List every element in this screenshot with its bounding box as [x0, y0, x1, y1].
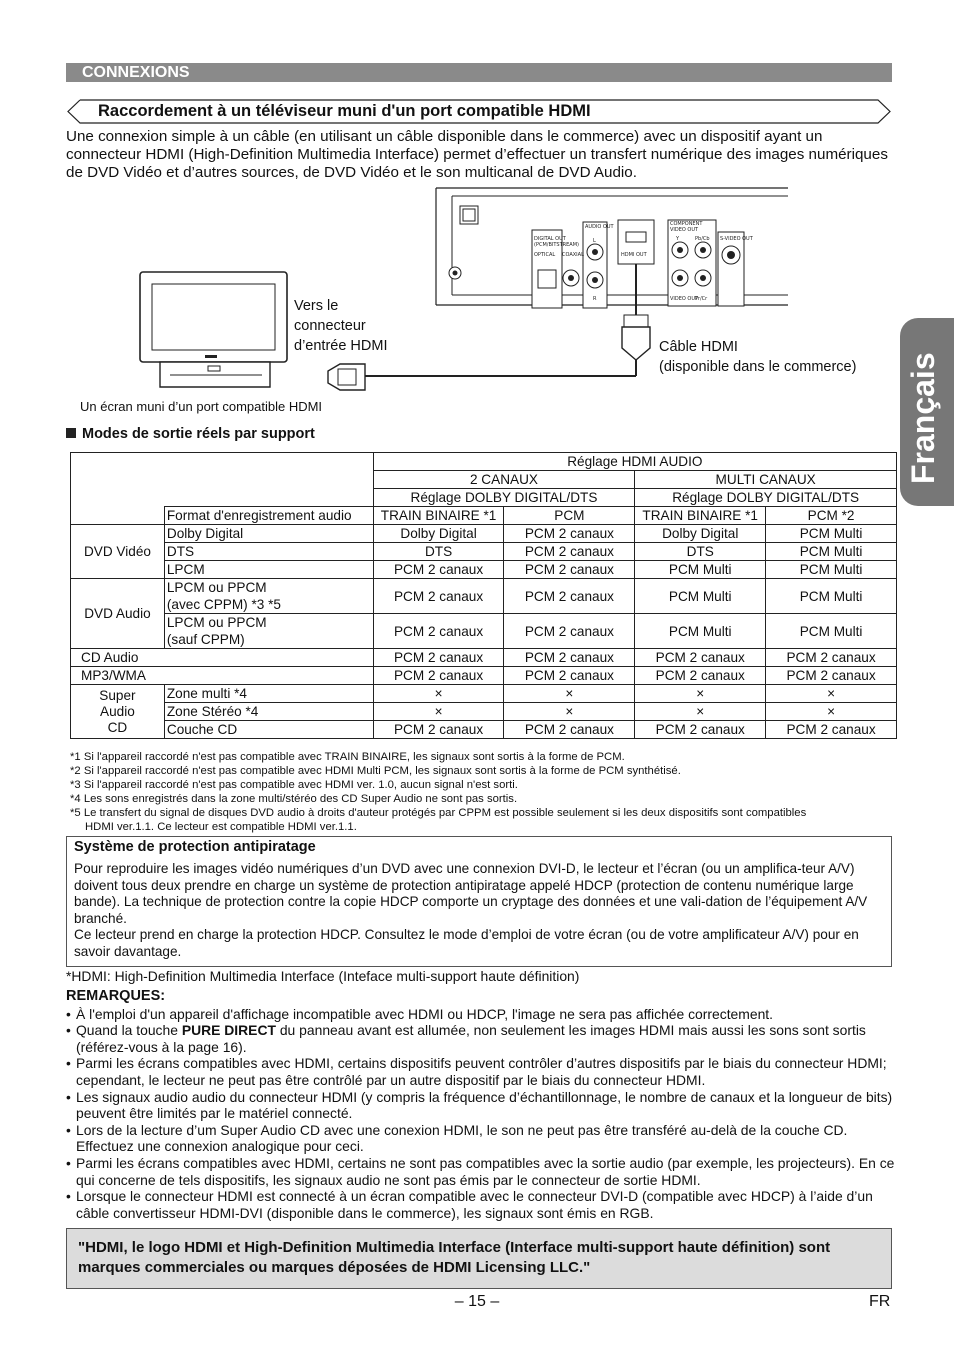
intro-paragraph: Une connexion simple à un câble (en utilisant un câble disponible dans le commerce) avec un dispositif ayant un connecteur HDMI (High-Definition Multimedia Interface) permet d’effectuer un transfert numérique des images numériques de DVD Vidéo et d’autres sources, de DVD Vidéo et le son multicanal de DVD Audio. [66, 128, 888, 181]
table-cell: PCM Multi [766, 561, 897, 579]
row-label-line1: LPCM ou PPCM [166, 580, 267, 595]
table-cell: PCM Multi [635, 561, 766, 579]
table-cell: PCM Multi [766, 614, 897, 649]
player-rear-panel [436, 188, 788, 308]
table-cell: PCM 2 canaux [373, 649, 504, 667]
table-cell: × [635, 703, 766, 721]
panel-svideo: S-VIDEO OUT [720, 236, 753, 242]
table-cell: PCM 2 canaux [373, 667, 504, 685]
footnote: *1 Si l'appareil raccordé n'est pas compatible avec TRAIN BINAIRE, les signaux sont sortis à la forme de PCM. [70, 751, 625, 763]
header-col-2: PCM [504, 507, 635, 525]
table-cell: PCM 2 canaux [635, 667, 766, 685]
panel-coaxial: COAXIAL [562, 252, 584, 258]
tv-connector-label [294, 296, 387, 356]
footnote: *4 Les sons enregistrés dans la zone multi/stéréo des CD Super Audio ne sont pas sortis. [70, 793, 518, 805]
protection-box [66, 836, 892, 967]
header-format: Format d'enregistrement audio [164, 507, 373, 525]
cable-label-line1: Câble HDMI [659, 339, 738, 355]
cable-label [659, 337, 856, 377]
trademark-text: "HDMI, le logo HDMI et High-Definition Multimedia Interface (Interface multi-support haute définition) sont marques commerciales ou marques déposées de HDMI Licensing LLC." [78, 1239, 831, 1276]
row-label [164, 579, 373, 614]
panel-r: R [593, 296, 597, 302]
table-row [71, 614, 897, 649]
row-label: Couche CD [164, 721, 373, 739]
row-label: Zone Stéréo *4 [164, 703, 373, 721]
panel-optical: OPTICAL [534, 252, 556, 258]
row-label-line1: LPCM ou PPCM [166, 615, 267, 630]
row-label [164, 614, 373, 649]
table-cell: PCM 2 canaux [766, 721, 897, 739]
group-sacd-line2: Audio [100, 703, 135, 719]
table-cell: PCM 2 canaux [504, 561, 635, 579]
group-dvd-audio: DVD Audio [71, 579, 165, 649]
header-dolby-multi: Réglage DOLBY DIGITAL/DTS [635, 489, 897, 507]
hdmi-definition: *HDMI: High-Definition Multimedia Interface (Inteface multi-support haute définition) [66, 968, 580, 984]
pure-bold: PURE DIRECT [181, 1022, 276, 1039]
row-label: Dolby Digital [164, 525, 373, 543]
table-row [71, 561, 897, 579]
panel-video: VIDEO OUT [670, 296, 699, 302]
header-col-3: TRAIN BINAIRE *1 [635, 507, 766, 525]
header-dolby-2ch: Réglage DOLBY DIGITAL/DTS [373, 489, 635, 507]
panel-hdmi-out: HDMI OUT [621, 252, 647, 258]
row-label: DTS [164, 543, 373, 561]
table-cell: PCM 2 canaux [504, 525, 635, 543]
footnote: *5 Le transfert du signal de disques DVD audio à droits d'auteur protégés par CPPM est possible seulement si les deux dispositifs sont compatibles [70, 807, 807, 819]
heading-box [66, 99, 892, 124]
row-label: LPCM [164, 561, 373, 579]
table-cell: PCM Multi [766, 525, 897, 543]
table-cell: PCM 2 canaux [504, 649, 635, 667]
table-cell: PCM 2 canaux [504, 614, 635, 649]
panel-component-video-out: VIDEO OUT [670, 227, 699, 233]
list-item: • Les signaux audio audio du connecteur HDMI (y compris la fréquence d’échantillonnage, le nombre de canaux et la longueur de bits) peuvent être limités par le matériel connecté. [66, 1089, 896, 1122]
table-cell: PCM 2 canaux [635, 721, 766, 739]
table-cell: PCM Multi [766, 579, 897, 614]
table-row [71, 649, 897, 667]
remarks-title: REMARQUES: [66, 988, 166, 1004]
language-code: FR [869, 1293, 891, 1310]
remarks [66, 988, 896, 1221]
table-cell: PCM 2 canaux [766, 649, 897, 667]
group-dvd-video: DVD Vidéo [71, 525, 165, 579]
header-col-1: TRAIN BINAIRE *1 [373, 507, 504, 525]
group-sacd-line1: Super [99, 687, 136, 703]
group-sacd [71, 685, 165, 739]
tv-label-line2: connecteur [294, 318, 366, 334]
tv-illustration [140, 272, 287, 387]
table-cell: × [373, 685, 504, 703]
section-title: CONNEXIONS [82, 64, 190, 81]
modes-title-text: Modes de sortie réels par support [82, 426, 315, 442]
connection-diagram [0, 180, 900, 420]
table-cell: PCM 2 canaux [373, 721, 504, 739]
table-row [71, 667, 897, 685]
list-item: • Lorsque le connecteur HDMI est connecté à un écran compatible avec le connecteur DVI-D (compatible avec HDCP) à l’aide d’un câble convertisseur HDMI-DVI (disponible dans le commerce), les signaux sont émis en RGB. [66, 1188, 896, 1221]
footnote: HDMI ver.1.1. Ce lecteur est compatible HDMI ver.1.1. [85, 821, 357, 833]
table-row [71, 721, 897, 739]
footnote: *3 Si l'appareil raccordé n'est pas compatible avec HDMI ver. 1.0, aucun signal n'est sorti. [70, 779, 518, 791]
table-cell: PCM 2 canaux [373, 614, 504, 649]
footnote: *2 Si l'appareil raccordé n'est pas compatible avec HDMI Multi PCM, les signaux sont sortis à la forme de PCM synthétisé. [70, 765, 681, 777]
panel-audio-out: AUDIO OUT [585, 224, 614, 230]
row-label: Zone multi *4 [164, 685, 373, 703]
group-sacd-line3: CD [107, 719, 128, 735]
table-cell: PCM Multi [635, 579, 766, 614]
panel-l: L [593, 238, 596, 244]
table-blank-left [71, 507, 165, 525]
table-cell: PCM 2 canaux [766, 667, 897, 685]
table-cell: DTS [635, 543, 766, 561]
list-item: • Parmi les écrans compatibles avec HDMI, certains dispositifs peuvent contrôler d’autres dispositifs par le biais du connecteur HDMI; cependant, le lecteur ne peut pas être contrôlé par un autre dispositif par le biais du connecteur HDMI. [66, 1055, 896, 1088]
panel-y: Y [676, 236, 680, 242]
table-cell: PCM 2 canaux [504, 579, 635, 614]
table-cell: × [373, 703, 504, 721]
square-bullet-icon [66, 428, 76, 438]
header-multi: MULTI CANAUX [635, 471, 897, 489]
table-blank-corner [71, 453, 374, 507]
remarks-list [66, 1006, 896, 1222]
table-cell: PCM Multi [766, 543, 897, 561]
heading-title: Raccordement à un téléviseur muni d'un port compatible HDMI [98, 102, 591, 120]
table-row [71, 579, 897, 614]
list-item: • Lors de la lecture d’um Super Audio CD avec une conexion HDMI, le son ne peut pas être transféré au-delà de la couche CD. Effectuez une connexion analogique pour ceci. [66, 1122, 896, 1155]
cable-label-line2: (disponible dans le commerce) [659, 359, 857, 375]
page-number: – 15 – [454, 1293, 500, 1310]
output-modes-table [70, 452, 897, 739]
language-tab [900, 318, 954, 506]
table-cell: PCM 2 canaux [373, 561, 504, 579]
section-bar [66, 63, 892, 82]
table-cell: PCM 2 canaux [373, 579, 504, 614]
table-cell: PCM 2 canaux [504, 667, 635, 685]
protection-body [74, 861, 886, 961]
pure-post: du panneau avant est allumée, non seulement les images HDMI mais aussi les sons sont sortis (référez-vous à la page 16). [76, 1022, 866, 1055]
language-tab-label: Français [905, 352, 941, 484]
table-cell: Dolby Digital [373, 525, 504, 543]
protection-title: Système de protection antipiratage [74, 839, 316, 855]
table-cell: × [504, 703, 635, 721]
table-row [71, 685, 897, 703]
list-item: • Parmi les écrans compatibles avec HDMI, certains ne sont pas compatibles avec la sortie audio (par exemple, les projecteurs). En ce qui concerne de tels dispositifs, les signaux audio ne sont pas émis par le connecteur de sortie HDMI. [66, 1155, 896, 1188]
panel-digital-out: DIGITAL OUT [534, 236, 566, 242]
protection-p2: Ce lecteur prend en charge la protection HDCP. Consultez le mode d’emploi de votre écran (ou de votre amplificateur A/V) pour en savoir davantage. [74, 927, 859, 959]
row-label-line2: (sauf CPPM) [166, 632, 245, 647]
panel-component: COMPONENT [670, 221, 703, 227]
table-cell: DTS [373, 543, 504, 561]
table-cell: PCM 2 canaux [504, 543, 635, 561]
row-label: MP3/WMA [71, 667, 374, 685]
table-cell: PCM Multi [635, 614, 766, 649]
table-cell: × [766, 703, 897, 721]
header-hdmi-audio: Réglage HDMI AUDIO [373, 453, 896, 471]
table-cell: × [504, 685, 635, 703]
table-cell: × [635, 685, 766, 703]
footnotes [70, 750, 900, 834]
list-item: • À l'emploi d'un appareil d'affichage incompatible avec HDMI ou HDCP, l'image ne sera pas affichée correctement. [66, 1006, 896, 1023]
header-2ch: 2 CANAUX [373, 471, 635, 489]
table-cell: Dolby Digital [635, 525, 766, 543]
tv-caption: Un écran muni d’un port compatible HDMI [80, 399, 323, 414]
header-col-4: PCM *2 [766, 507, 897, 525]
row-label-line2: (avec CPPM) *3 *5 [166, 597, 281, 612]
panel-prcr: Pr/Cr [695, 296, 708, 302]
trademark-box [66, 1228, 892, 1289]
table-row [71, 703, 897, 721]
table-row [71, 543, 897, 561]
panel-pbcb: Pb/Cb [695, 236, 710, 242]
row-label: CD Audio [71, 649, 374, 667]
table-cell: PCM 2 canaux [504, 721, 635, 739]
table-cell: × [766, 685, 897, 703]
list-item [66, 1022, 896, 1055]
panel-digital-sub: (PCM/BITSTREAM) [534, 242, 579, 248]
tv-label-line3: d’entrée HDMI [294, 338, 388, 354]
table-cell: PCM 2 canaux [635, 649, 766, 667]
tv-label-line1: Vers le [294, 298, 339, 314]
pure-pre: Quand la touche [76, 1022, 182, 1039]
protection-p1: Pour reproduire les images vidéo numériques d’un DVD avec une connexion DVI-D, le lecteur et l’écran (ou un amplifica-teur A/V) doivent tous deux prendre en charge un système de protection antipiratage appelé HDCP (protection de contenu numérique large bande). La technique de protection contre la copie HDCP comporte un cryptage des données et une vali-dation de l’équipement A/V branché. [74, 861, 868, 926]
modes-title [66, 426, 315, 442]
table-row [71, 525, 897, 543]
